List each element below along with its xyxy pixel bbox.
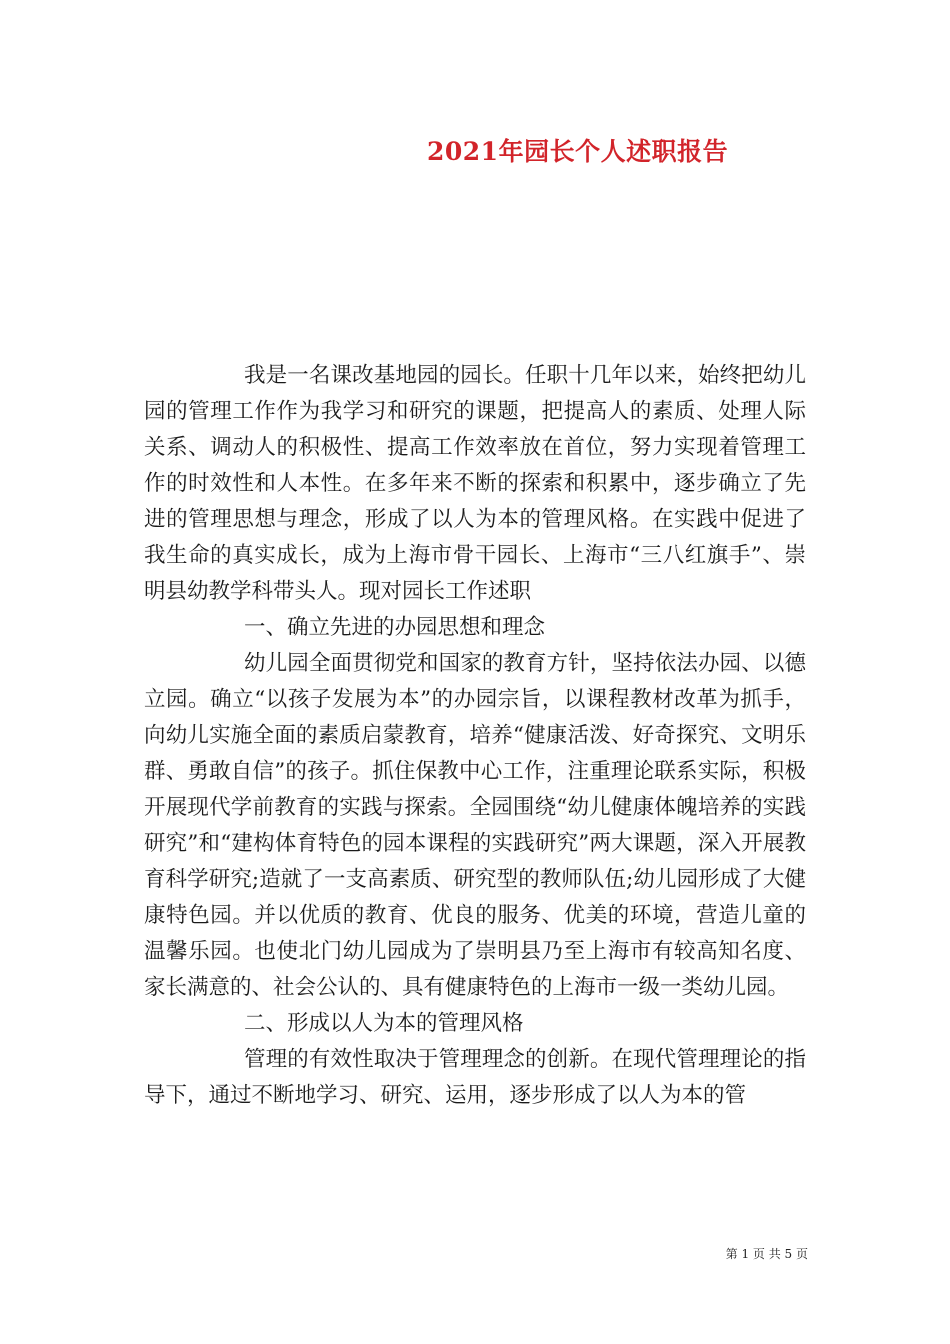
section-heading-2: 二、形成以人为本的管理风格: [244, 1011, 524, 1036]
page-number-label: 第 1 页 共 5 页: [725, 1247, 808, 1261]
paragraph-intro: 我是一名课改基地园的园长。任职十几年以来，始终把幼儿园的管理工作作为我学习和研究的课题，把提高人的素质、处理人际关系、调动人的积极性、提高工作效率放在首位，努力实现着管理工作的时效性和人本性。在多年来不断的探索和积累中，逐步确立了先进的管理思想与理念，形成了以人为本的管理风格。在实践中促进了我生命的真实成长，成为上海市骨干园长、上海市“三八红旗手”、崇明县幼教学科带头人。现对园长工作述职: [144, 363, 806, 604]
paragraph-section-2: 管理的有效性取决于管理理念的创新。在现代管理理论的指导下，通过不断地学习、研究、运用，逐步形成了以人为本的管: [144, 1047, 806, 1108]
paragraph-section-1: 幼儿园全面贯彻党和国家的教育方针，坚持依法办园、以德立园。确立“以孩子发展为本”的办园宗旨，以课程教材改革为抓手，向幼儿实施全面的素质启蒙教育，培养“健康活泼、好奇探究、文明乐群、勇敢自信”的孩子。抓住保教中心工作，注重理论联系实际，积极开展现代学前教育的实践与探索。全园围绕“幼儿健康体魄培养的实践研究”和“建构体育特色的园本课程的实践研究”两大课题，深入开展教育科学研究;造就了一支高素质、研究型的教师队伍;幼儿园形成了大健康特色园。并以优质的教育、优良的服务、优美的环境，营造儿童的温馨乐园。也使北门幼儿园成为了崇明县乃至上海市有较高知名度、家长满意的、社会公认的、具有健康特色的上海市一级一类幼儿园。: [144, 651, 806, 1000]
section-heading-1: 一、确立先进的办园思想和理念: [244, 615, 546, 640]
document-body: [144, 358, 806, 1114]
page-title: 2021年园长个人述职报告: [427, 137, 729, 166]
page-footer: [0, 1245, 808, 1262]
